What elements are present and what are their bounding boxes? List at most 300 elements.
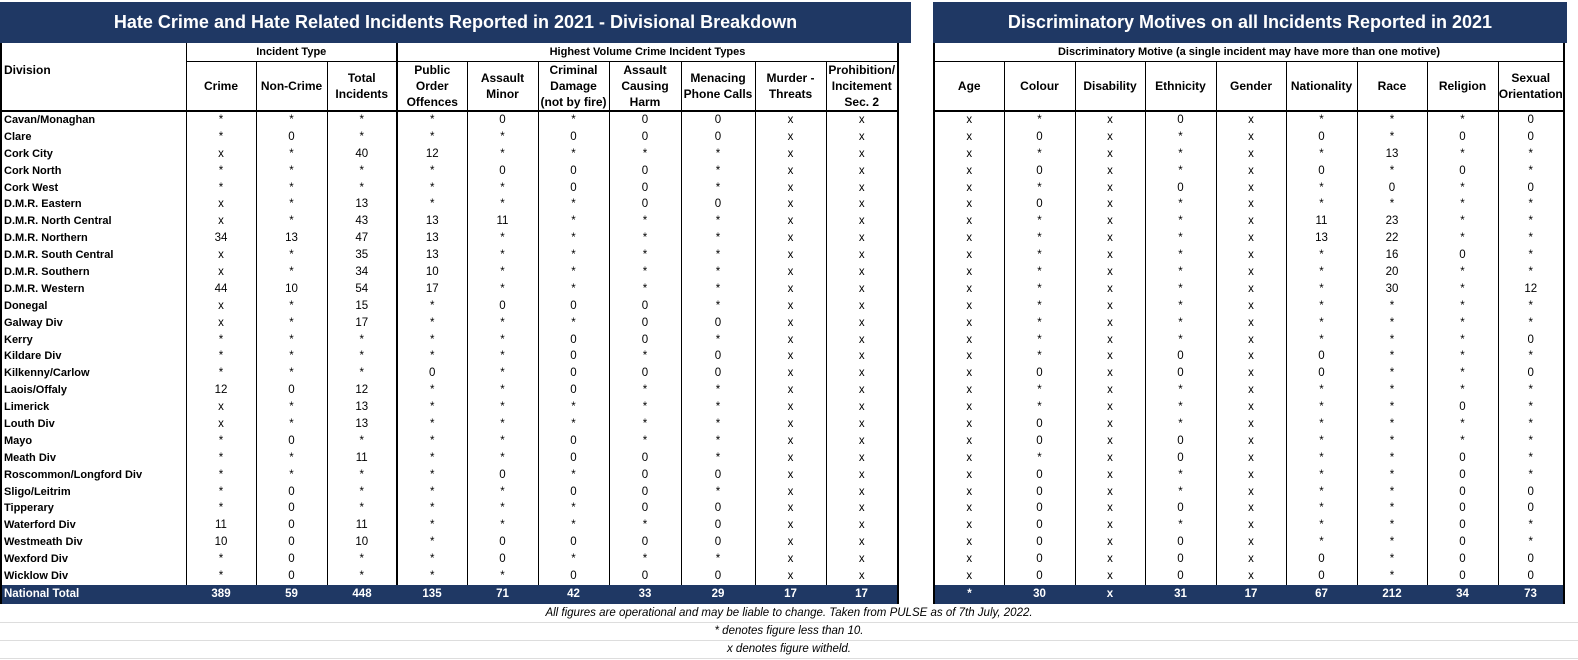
table-cell: 0 <box>609 298 681 315</box>
table-cell: * <box>1004 382 1075 399</box>
table-cell: x <box>755 467 826 484</box>
table-cell: 0 <box>256 382 327 399</box>
table-cell: * <box>1427 281 1498 298</box>
division-name: Kildare Div <box>4 350 62 363</box>
table-cell: x <box>966 434 973 447</box>
table-cell: x <box>1216 230 1286 247</box>
table-cell: * <box>1498 399 1564 416</box>
table-cell: 44 <box>186 281 256 298</box>
table-row <box>934 517 1564 534</box>
table-cell: * <box>327 433 397 450</box>
table-cell: x <box>1075 281 1145 298</box>
table-cell: 16 <box>1357 247 1427 264</box>
table-cell: x <box>826 399 898 416</box>
table-cell: * <box>1427 365 1498 382</box>
table-cell: * <box>397 315 467 332</box>
table-cell: x <box>755 281 826 298</box>
table-cell: * <box>1145 484 1216 501</box>
table-cell: * <box>467 568 538 585</box>
table-cell: * <box>1286 399 1357 416</box>
table-cell: * <box>397 484 467 501</box>
table-cell: * <box>1004 230 1075 247</box>
table-cell: 0 <box>1427 467 1498 484</box>
table-cell: x <box>826 348 898 365</box>
motive-group: Discriminatory Motive (a single incident may have more than one motive) <box>934 43 1564 62</box>
right-col-header-0: Age <box>957 79 981 93</box>
table-cell: 0 <box>1498 500 1564 517</box>
table-cell: x <box>186 315 256 332</box>
table-cell: x <box>755 534 826 551</box>
table-row <box>1 382 898 399</box>
table-cell: * <box>327 551 397 568</box>
table-cell: * <box>681 382 755 399</box>
table-cell: 13 <box>397 213 467 230</box>
left-col-header-0: Division <box>4 62 51 77</box>
table-cell: x <box>1216 433 1286 450</box>
table-cell: x <box>1075 163 1145 180</box>
division-name: D.M.R. Western <box>4 282 85 295</box>
table-row <box>1 247 898 264</box>
table-cell: x <box>826 517 898 534</box>
table-row <box>1 399 898 416</box>
table-cell: x <box>966 384 973 397</box>
table-cell: * <box>1357 568 1427 585</box>
table-cell: * <box>186 500 256 517</box>
table-cell: * <box>681 551 755 568</box>
left-col-header-5: Assault Minor <box>467 62 538 112</box>
table-cell: x <box>1075 568 1145 585</box>
division-name: Cork City <box>4 147 53 160</box>
table-cell: 0 <box>609 484 681 501</box>
table-cell: * <box>1286 416 1357 433</box>
table-cell: x <box>1216 467 1286 484</box>
table-cell: * <box>1145 281 1216 298</box>
table-cell: * <box>256 163 327 180</box>
table-cell: x <box>755 416 826 433</box>
table-cell: 0 <box>538 568 609 585</box>
table-cell: * <box>186 163 256 180</box>
table-row <box>1 551 898 568</box>
table-cell: * <box>1145 399 1216 416</box>
footnote-source: All figures are operational and may be liable to change. Taken from PULSE as of 7th July, 2022. <box>0 605 1578 623</box>
table-cell: 0 <box>1145 365 1216 382</box>
table-cell: 22 <box>1357 230 1427 247</box>
table-cell: x <box>826 264 898 281</box>
table-cell: 0 <box>1004 484 1075 501</box>
table-cell: 11 <box>467 213 538 230</box>
table-cell: * <box>1004 281 1075 298</box>
table-cell: x <box>755 382 826 399</box>
table-cell: 0 <box>609 196 681 213</box>
table-cell: x <box>755 213 826 230</box>
table-cell: x <box>966 553 973 566</box>
table-cell: * <box>327 365 397 382</box>
table-cell: x <box>755 264 826 281</box>
table-cell: * <box>186 450 256 467</box>
table-cell: * <box>609 517 681 534</box>
table-cell: 0 <box>538 129 609 146</box>
table-cell: x <box>1216 163 1286 180</box>
table-cell: * <box>186 568 256 585</box>
table-cell: 10 <box>256 281 327 298</box>
table-cell: * <box>1498 230 1564 247</box>
table-cell: * <box>467 180 538 197</box>
table-cell: 0 <box>681 111 755 129</box>
table-cell: x <box>1075 484 1145 501</box>
table-cell: * <box>397 416 467 433</box>
table-cell: x <box>755 433 826 450</box>
table-cell: * <box>1145 298 1216 315</box>
table-cell: x <box>755 230 826 247</box>
table-cell: * <box>186 365 256 382</box>
table-cell: 0 <box>1004 467 1075 484</box>
table-cell: 0 <box>1004 551 1075 568</box>
table-cell: x <box>1075 433 1145 450</box>
table-cell: x <box>826 450 898 467</box>
table-cell: x <box>1075 551 1145 568</box>
table-cell: * <box>327 484 397 501</box>
table-cell: x <box>755 399 826 416</box>
table-cell: 0 <box>538 484 609 501</box>
table-cell: 0 <box>538 382 609 399</box>
table-cell: * <box>1498 196 1564 213</box>
division-name: Meath Div <box>4 451 56 464</box>
table-cell: * <box>467 382 538 399</box>
division-name: Galway Div <box>4 316 63 329</box>
table-cell: 13 <box>327 399 397 416</box>
table-row <box>1 180 898 197</box>
table-cell: * <box>467 365 538 382</box>
table-cell: * <box>1004 247 1075 264</box>
left-col-header-4: Public Order Offences <box>397 62 467 112</box>
table-cell: 0 <box>256 568 327 585</box>
table-cell: * <box>681 298 755 315</box>
right-col-header-7: Religion <box>1427 62 1498 112</box>
table-cell: 12 <box>397 146 467 163</box>
table-cell: x <box>966 130 973 143</box>
division-name: Wexford Div <box>4 553 68 566</box>
division-name: Tipperary <box>4 502 54 515</box>
table-cell: * <box>1427 196 1498 213</box>
table-cell: * <box>609 551 681 568</box>
table-row <box>934 551 1564 568</box>
table-cell: * <box>1004 213 1075 230</box>
table-cell: * <box>538 264 609 281</box>
total-cell: 34 <box>1427 585 1498 604</box>
table-cell: * <box>538 416 609 433</box>
table-cell: 34 <box>327 264 397 281</box>
table-cell: * <box>1498 467 1564 484</box>
total-cell: 448 <box>327 585 397 604</box>
table-cell: 0 <box>1145 111 1216 129</box>
left-col-header-3: Total Incidents <box>327 62 397 112</box>
table-cell: * <box>327 467 397 484</box>
table-cell: * <box>397 568 467 585</box>
table-cell: * <box>186 180 256 197</box>
table-cell: 0 <box>609 500 681 517</box>
table-cell: x <box>1216 348 1286 365</box>
table-cell: x <box>826 129 898 146</box>
table-cell: * <box>327 111 397 129</box>
table-cell: x <box>826 332 898 349</box>
table-cell: x <box>1216 281 1286 298</box>
table-cell: 0 <box>1498 180 1564 197</box>
table-cell: * <box>397 500 467 517</box>
table-cell: * <box>256 365 327 382</box>
table-cell: * <box>1286 332 1357 349</box>
table-cell: * <box>1427 332 1498 349</box>
table-row <box>934 264 1564 281</box>
table-cell: * <box>1357 382 1427 399</box>
table-cell: x <box>1075 315 1145 332</box>
table-cell: 0 <box>467 298 538 315</box>
table-cell: * <box>609 281 681 298</box>
table-cell: 0 <box>1427 450 1498 467</box>
table-cell: x <box>1216 332 1286 349</box>
table-cell: * <box>256 146 327 163</box>
table-cell: * <box>467 416 538 433</box>
table-cell: 43 <box>327 213 397 230</box>
table-cell: 0 <box>681 365 755 382</box>
table-cell: * <box>1498 298 1564 315</box>
table-cell: * <box>538 111 609 129</box>
total-cell: 71 <box>467 585 538 604</box>
total-cell: 389 <box>186 585 256 604</box>
table-cell: x <box>1216 382 1286 399</box>
table-cell: 0 <box>538 180 609 197</box>
table-row <box>934 534 1564 551</box>
table-row <box>1 348 898 365</box>
table-row <box>934 450 1564 467</box>
table-cell: * <box>327 568 397 585</box>
table-cell: * <box>1286 247 1357 264</box>
table-cell: * <box>609 264 681 281</box>
national-total-label: National Total <box>1 585 186 604</box>
table-cell: * <box>1498 247 1564 264</box>
table-row <box>934 129 1564 146</box>
table-cell: * <box>538 517 609 534</box>
table-cell: * <box>1004 180 1075 197</box>
table-cell: x <box>1075 146 1145 163</box>
table-cell: 23 <box>1357 213 1427 230</box>
table-cell: * <box>1145 163 1216 180</box>
table-cell: * <box>609 348 681 365</box>
table-cell: * <box>327 180 397 197</box>
table-cell: * <box>1357 551 1427 568</box>
table-cell: * <box>1286 281 1357 298</box>
table-cell: * <box>1357 315 1427 332</box>
table-cell: * <box>1286 517 1357 534</box>
table-cell: * <box>609 146 681 163</box>
division-name: D.M.R. Southern <box>4 265 90 278</box>
table-cell: * <box>609 433 681 450</box>
table-row <box>1 517 898 534</box>
table-cell: 0 <box>1286 365 1357 382</box>
table-cell: x <box>826 230 898 247</box>
table-cell: * <box>681 399 755 416</box>
table-cell: * <box>1004 298 1075 315</box>
table-row <box>1 213 898 230</box>
total-cell: 73 <box>1498 585 1564 604</box>
left-col-header-6: Criminal Damage (not by fire) <box>538 62 609 112</box>
table-cell: x <box>966 485 973 498</box>
table-row <box>1 163 898 180</box>
table-cell: 0 <box>1145 433 1216 450</box>
table-cell: x <box>1216 534 1286 551</box>
table-cell: x <box>966 350 973 363</box>
table-cell: * <box>397 382 467 399</box>
table-cell: 0 <box>1427 399 1498 416</box>
table-cell: x <box>1075 230 1145 247</box>
table-cell: * <box>256 247 327 264</box>
table-row <box>934 433 1564 450</box>
table-cell: 0 <box>1145 180 1216 197</box>
table-cell: * <box>538 230 609 247</box>
division-name: Laois/Offaly <box>4 384 67 397</box>
table-cell: x <box>1075 111 1145 129</box>
left-col-header-10: Prohibition/ Incitement Sec. 2 <box>826 62 898 112</box>
table-cell: x <box>826 433 898 450</box>
table-cell: x <box>826 551 898 568</box>
table-cell: * <box>1286 146 1357 163</box>
table-cell: * <box>397 433 467 450</box>
table-cell: x <box>1075 298 1145 315</box>
table-cell: x <box>1075 500 1145 517</box>
table-cell: * <box>609 230 681 247</box>
table-cell: x <box>826 196 898 213</box>
table-cell: * <box>609 382 681 399</box>
table-cell: x <box>755 500 826 517</box>
table-cell: * <box>538 213 609 230</box>
table-cell: * <box>256 450 327 467</box>
table-row <box>1 281 898 298</box>
table-cell: 0 <box>1004 196 1075 213</box>
table-cell: x <box>1075 517 1145 534</box>
total-cell: 59 <box>256 585 327 604</box>
table-cell: x <box>1075 365 1145 382</box>
total-cell: 17 <box>1216 585 1286 604</box>
table-cell: * <box>1145 315 1216 332</box>
table-cell: * <box>397 111 467 129</box>
table-cell: 0 <box>1286 568 1357 585</box>
table-cell: x <box>966 519 973 532</box>
table-cell: * <box>1286 382 1357 399</box>
table-cell: 0 <box>1427 534 1498 551</box>
table-cell: * <box>397 348 467 365</box>
table-cell: 0 <box>681 348 755 365</box>
table-cell: 0 <box>1357 180 1427 197</box>
table-cell: * <box>1498 450 1564 467</box>
table-cell: 0 <box>609 365 681 382</box>
table-cell: 0 <box>681 517 755 534</box>
table-cell: 0 <box>397 365 467 382</box>
table-cell: x <box>1216 196 1286 213</box>
division-name: Waterford Div <box>4 519 76 532</box>
table-cell: 0 <box>1004 163 1075 180</box>
table-cell: * <box>538 467 609 484</box>
table-cell: x <box>1075 213 1145 230</box>
table-cell: * <box>1286 298 1357 315</box>
table-cell: * <box>1357 416 1427 433</box>
table-cell: x <box>826 281 898 298</box>
table-cell: * <box>1427 146 1498 163</box>
table-cell: x <box>966 113 973 126</box>
table-cell: * <box>1145 213 1216 230</box>
table-cell: x <box>186 247 256 264</box>
table-cell: 11 <box>186 517 256 534</box>
table-cell: x <box>1216 298 1286 315</box>
table-row <box>1 433 898 450</box>
table-cell: 0 <box>538 348 609 365</box>
table-cell: 0 <box>609 180 681 197</box>
table-cell: * <box>256 467 327 484</box>
table-cell: 0 <box>256 500 327 517</box>
table-cell: * <box>397 196 467 213</box>
table-cell: 13 <box>327 196 397 213</box>
table-cell: 0 <box>1427 129 1498 146</box>
table-cell: 0 <box>609 129 681 146</box>
table-row <box>1 129 898 146</box>
table-cell: * <box>1286 467 1357 484</box>
table-cell: 13 <box>397 230 467 247</box>
table-cell: * <box>1145 332 1216 349</box>
total-cell: 212 <box>1357 585 1427 604</box>
table-cell: * <box>1004 315 1075 332</box>
table-cell: * <box>1357 433 1427 450</box>
table-cell: 35 <box>327 247 397 264</box>
table-cell: * <box>1004 111 1075 129</box>
table-row <box>934 348 1564 365</box>
table-cell: x <box>966 181 973 194</box>
table-cell: * <box>1286 111 1357 129</box>
table-cell: x <box>755 196 826 213</box>
table-row <box>1 315 898 332</box>
table-row <box>1 484 898 501</box>
division-name: Roscommon/Longford Div <box>4 468 143 481</box>
left-col-header-7: Assault Causing Harm <box>609 62 681 112</box>
table-cell: * <box>1427 213 1498 230</box>
table-cell: x <box>755 180 826 197</box>
right-col-header-8: Sexual Orientation <box>1498 62 1564 112</box>
table-cell: 0 <box>538 332 609 349</box>
table-cell: * <box>1286 180 1357 197</box>
table-cell: 34 <box>186 230 256 247</box>
table-cell: 0 <box>681 500 755 517</box>
table-cell: * <box>467 230 538 247</box>
table-cell: 20 <box>1357 264 1427 281</box>
table-cell: * <box>1357 517 1427 534</box>
table-cell: x <box>755 332 826 349</box>
table-cell: * <box>1357 365 1427 382</box>
table-cell: 47 <box>327 230 397 247</box>
table-cell: 0 <box>1145 534 1216 551</box>
table-cell: * <box>467 129 538 146</box>
table-cell: 0 <box>1004 568 1075 585</box>
table-cell: * <box>681 180 755 197</box>
table-cell: 0 <box>1145 568 1216 585</box>
table-cell: 30 <box>1357 281 1427 298</box>
table-cell: x <box>755 315 826 332</box>
table-row <box>934 416 1564 433</box>
table-cell: * <box>681 450 755 467</box>
right-col-header-6: Race <box>1357 62 1427 112</box>
table-cell: 0 <box>609 315 681 332</box>
table-cell: x <box>826 213 898 230</box>
table-cell: * <box>467 399 538 416</box>
footnotes <box>0 605 1578 659</box>
table-cell: 0 <box>1498 568 1564 585</box>
table-row <box>934 163 1564 180</box>
